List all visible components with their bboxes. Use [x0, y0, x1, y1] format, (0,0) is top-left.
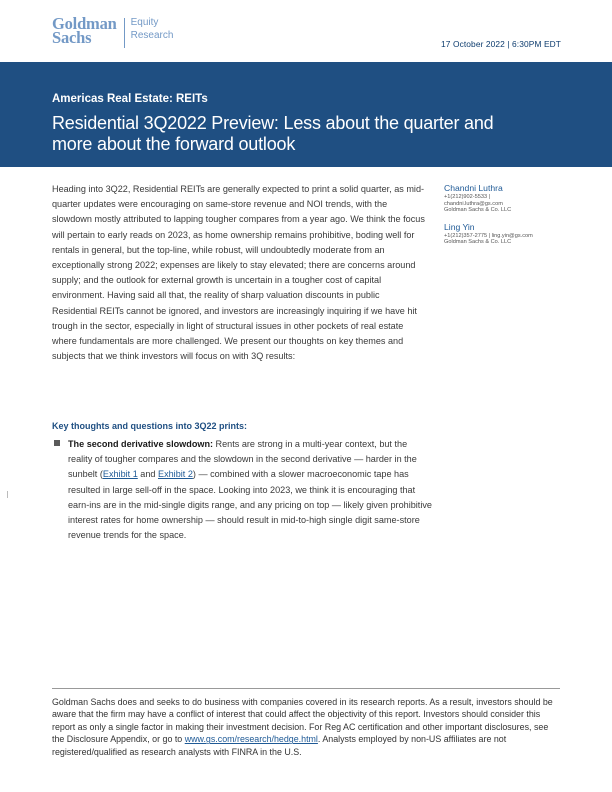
- logo-line-2: Sachs: [52, 27, 92, 47]
- exhibit-2-link[interactable]: Exhibit 2: [158, 469, 193, 480]
- logo-wordmark: [52, 14, 117, 47]
- bullet-body-3: ) — combined with a slower macroeconomic tape has resulted in large sell-off in the space. Looking into 2023, we think it is encouraging that earn-ins are in the mid-single digits range, and any pricing on top — likely given prohibitive interest rates for home ownership — should result in mid-to-high single digit same-store revenue trends for the space.: [68, 469, 432, 541]
- logo-sub-line-1: Equity: [130, 17, 159, 28]
- author-name[interactable]: Chandni Luthra: [444, 183, 503, 193]
- list-item: [52, 437, 432, 543]
- key-thoughts-heading: Key thoughts and questions into 3Q22 prints:: [52, 421, 248, 431]
- publish-date: 17 October 2022 | 6:30PM EDT: [441, 39, 561, 49]
- disclosure-text-2: . Analysts employed by non-US affiliates are not registered/qualified as research analysts with FINRA in the U.S.: [52, 734, 507, 757]
- intro-paragraph: Heading into 3Q22, Residential REITs are generally expected to print a solid quarter, as mid-quarter updates were encouraging on same-store revenue and NOI trends, with the slowdown mostly attributed to lapping tougher compares from a year ago. We think the focus will pertain to early reads on 2023, as home ownership remains prohibitive, boding well for rentals in general, but the top-line, while robust, will undoubtedly moderate from an exceptionally strong 2022; expenses are likely to stay elevated; there are concerns around supply; and the outlook for external growth is uncertain in a tougher cost of capital environment. Having said all that, the reality of sharp valuation discounts in public Residential REITs cannot be ignored, and investors are increasingly inquiring if we have hit trough in the sector, especially in light of structural issues in other pockets of real estate where fundamentals are more challenged. We present our thoughts on key themes and subjects that we think investors will focus on with 3Q results:: [52, 184, 425, 362]
- disclosure-text-1: Goldman Sachs does and seeks to do business with companies covered in its research reports. As a result, investors should be aware that the firm may have a conflict of interest that could affect the objectivity of this report. Investors should consider this report as only a single factor in making their investment decision. For Reg AC certification and other important disclosures, see the Disclosure Appendix, or go to: [52, 697, 553, 745]
- author-firm: Goldman Sachs & Co. LLC: [444, 207, 512, 214]
- author-block: [444, 222, 584, 246]
- margin-mark: [7, 491, 8, 498]
- logo-line-1: Goldman: [52, 14, 117, 33]
- logo-subtitle: [131, 17, 174, 42]
- bullet-body-2: and: [137, 469, 159, 480]
- page-header: [0, 0, 612, 62]
- square-bullet-icon: [54, 440, 60, 446]
- author-phone-email: +1(212)357-2775 | ling.yin@gs.com: [444, 232, 533, 239]
- author-email[interactable]: chandni.luthra@gs.com: [444, 200, 503, 207]
- report-title: Residential 3Q2022 Preview: Less about the quarter and more about the forward outlook: [52, 113, 494, 154]
- author-sidebar: [444, 183, 584, 254]
- author-phone: +1(212)902-5533 |: [444, 194, 491, 200]
- bullet-lead: The second derivative slowdown:: [68, 439, 214, 449]
- disclosure-footer: [52, 696, 562, 758]
- author-name[interactable]: Ling Yin: [444, 221, 475, 232]
- author-firm: Goldman Sachs & Co. LLC: [444, 239, 512, 246]
- exhibit-1-link[interactable]: Exhibit 1: [102, 469, 138, 480]
- disclosure-link[interactable]: www.gs.com/research/hedge.html: [184, 734, 318, 745]
- bullet-body-1: Rents are strong in a multi-year context, but the reality of tougher compares and the slowdown in the second derivative — harder in the sunbelt (: [68, 439, 417, 480]
- footer-divider: [52, 688, 560, 689]
- goldman-sachs-logo: [52, 14, 174, 48]
- logo-sub-line-2: Research: [130, 29, 174, 41]
- sector-label: Americas Real Estate: REITs: [52, 93, 208, 105]
- author-block: [444, 183, 584, 214]
- bullet-text: [68, 437, 432, 543]
- logo-divider: [124, 18, 125, 48]
